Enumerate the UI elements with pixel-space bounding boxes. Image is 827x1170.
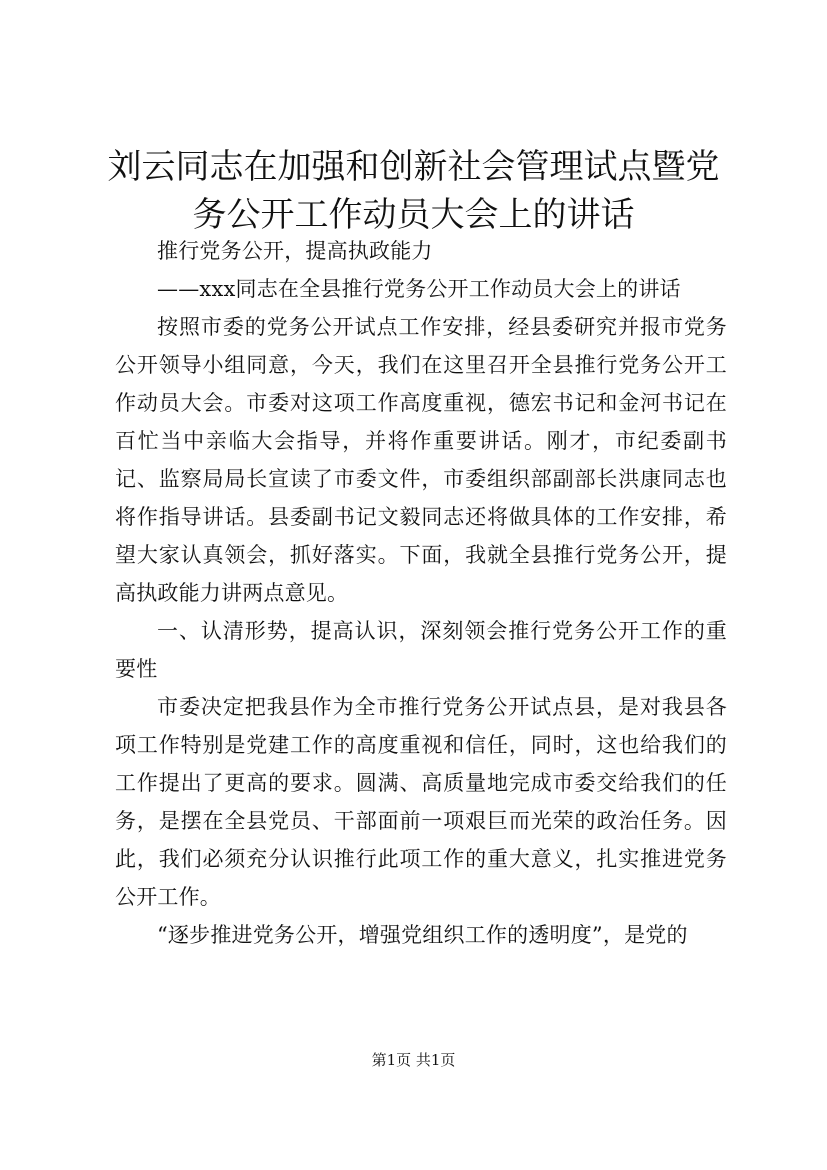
body-paragraph: 按照市委的党务公开试点工作安排，经县委研究并报市党务公开领导小组同意，今天，我们在这里召开全县推行党务公开工作动员大会。市委对这项工作高度重视，德宏书记和金河书记在百忙当中亲临大会指导，并将作重要讲话。刚才，市纪委副书记、监察局局长宣读了市委文件，市委组织部副部长洪康同志也将作指导讲话。县委副书记文毅同志还将做具体的工作安排，希望大家认真领会，抓好落实。下面，我就全县推行党务公开，提高执政能力讲两点意见。 <box>115 315 727 605</box>
speech-subheading: ——xxx同志在全县推行党务公开工作动员大会上的讲话 <box>157 277 681 301</box>
section-heading: 一、认清形势，提高认识，深刻领会推行党务公开工作的重要性 <box>115 619 727 681</box>
page-number-footer: 第1页 共1页 <box>371 1051 456 1069</box>
body-paragraph: “逐步推进党务公开，增强党组织工作的透明度”，是党的 <box>157 923 688 947</box>
speech-heading: 推行党务公开，提高执政能力 <box>157 239 433 263</box>
document-title: 刘云同志在加强和创新社会管理试点暨党务公开工作动员大会上的讲话 <box>107 147 720 235</box>
body-paragraph: 市委决定把我县作为全市推行党务公开试点县，是对我县各项工作特别是党建工作的高度重视和信任，同时，这也给我们的工作提出了更高的要求。圆满、高质量地完成市委交给我们的任务，是摆在全县党员、干部面前一项艰巨而光荣的政治任务。因此，我们必须充分认识推行此项工作的重大意义，扎实推进党务公开工作。 <box>115 695 727 909</box>
document-body <box>115 232 727 954</box>
